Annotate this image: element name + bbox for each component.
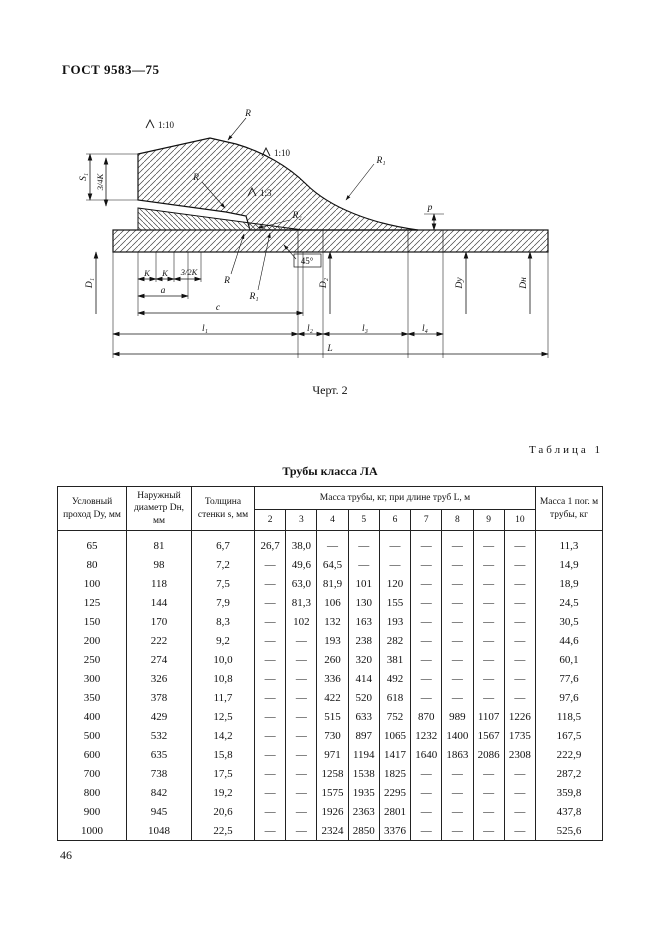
radius-top-label: R xyxy=(245,109,251,119)
table-cell: 14,2 xyxy=(192,726,255,745)
length-col-header: 7 xyxy=(411,510,442,531)
table-cell: 1935 xyxy=(348,783,379,802)
table-cell: 64,5 xyxy=(317,555,348,574)
table-cell: 320 xyxy=(348,650,379,669)
table-cell: — xyxy=(411,764,442,783)
table-cell: — xyxy=(255,764,286,783)
pipe-table-body xyxy=(58,531,603,841)
table-row xyxy=(58,745,603,764)
table-cell: 1048 xyxy=(127,821,192,841)
table-cell: 222 xyxy=(127,631,192,650)
length-col-header: 6 xyxy=(379,510,410,531)
taper-top-label: 1:10 xyxy=(158,120,175,130)
table-cell: — xyxy=(286,764,317,783)
col-header-mass-group: Масса трубы, кг, при длине труб L, м xyxy=(255,487,536,510)
table-cell: — xyxy=(255,669,286,688)
table-cell: 300 xyxy=(58,669,127,688)
table-cell: 77,6 xyxy=(536,669,603,688)
table-cell: — xyxy=(255,612,286,631)
table-cell: — xyxy=(504,631,535,650)
table-cell: — xyxy=(473,612,504,631)
table-cell: 97,6 xyxy=(536,688,603,707)
document-number: ГОСТ 9583—75 xyxy=(62,62,160,77)
dn-label: Dн xyxy=(519,277,529,289)
table-cell: — xyxy=(317,531,348,556)
angle-label: 45° xyxy=(300,256,314,266)
table-cell: 842 xyxy=(127,783,192,802)
table-row xyxy=(58,612,603,631)
table-cell: — xyxy=(255,574,286,593)
table-cell: — xyxy=(255,593,286,612)
table-cell: 2363 xyxy=(348,802,379,821)
table-row xyxy=(58,764,603,783)
table-cell: 193 xyxy=(317,631,348,650)
table-cell: 989 xyxy=(442,707,473,726)
table-cell: 6,7 xyxy=(192,531,255,556)
length-col-header: 10 xyxy=(504,510,535,531)
table-cell: — xyxy=(473,531,504,556)
table-cell: 118 xyxy=(127,574,192,593)
length-col-header: 9 xyxy=(473,510,504,531)
table-cell: 132 xyxy=(317,612,348,631)
table-row xyxy=(58,650,603,669)
table-cell: — xyxy=(411,650,442,669)
table-cell: 437,8 xyxy=(536,802,603,821)
table-cell: — xyxy=(286,726,317,745)
table-cell: 800 xyxy=(58,783,127,802)
table-cell: — xyxy=(504,783,535,802)
l1-label: l₁ xyxy=(202,324,208,334)
table-cell: 12,5 xyxy=(192,707,255,726)
taper-mid-label: 1:10 xyxy=(274,148,291,158)
table-row xyxy=(58,802,603,821)
table-cell: — xyxy=(473,631,504,650)
L-label: L xyxy=(327,344,333,354)
table-cell: — xyxy=(473,688,504,707)
table-cell: 492 xyxy=(379,669,410,688)
table-cell: — xyxy=(504,531,535,556)
table-header xyxy=(58,487,603,531)
table-cell: — xyxy=(286,745,317,764)
table-cell: 155 xyxy=(379,593,410,612)
table-cell: 44,6 xyxy=(536,631,603,650)
table-cell: — xyxy=(442,612,473,631)
table-cell: — xyxy=(442,821,473,841)
table-cell: 378 xyxy=(127,688,192,707)
table-cell: — xyxy=(473,764,504,783)
table-cell: — xyxy=(442,764,473,783)
du-label: Dу xyxy=(455,277,465,289)
table-cell: 618 xyxy=(379,688,410,707)
table-cell: — xyxy=(411,593,442,612)
col-header-mass-per-m: Масса 1 пог. м трубы, кг xyxy=(536,487,603,531)
figure-caption: Черт. 2 xyxy=(312,383,348,397)
table-cell: — xyxy=(255,650,286,669)
table-cell: — xyxy=(442,783,473,802)
table-cell: — xyxy=(504,650,535,669)
table-cell: — xyxy=(348,555,379,574)
length-col-header: 5 xyxy=(348,510,379,531)
table-cell: 144 xyxy=(127,593,192,612)
table-cell: 1926 xyxy=(317,802,348,821)
figure-drawing xyxy=(78,102,598,402)
table-row xyxy=(58,574,603,593)
table-cell: — xyxy=(411,612,442,631)
table-cell: 98 xyxy=(127,555,192,574)
table-cell: 635 xyxy=(127,745,192,764)
table-row xyxy=(58,726,603,745)
table-cell: 10,8 xyxy=(192,669,255,688)
table-cell: — xyxy=(473,802,504,821)
table-row xyxy=(58,593,603,612)
length-col-header: 8 xyxy=(442,510,473,531)
table-cell: — xyxy=(504,555,535,574)
table-cell: — xyxy=(442,531,473,556)
table-cell: 10,0 xyxy=(192,650,255,669)
table-cell: — xyxy=(255,688,286,707)
table-cell: 22,5 xyxy=(192,821,255,841)
table-cell: — xyxy=(379,555,410,574)
table-title: Трубы класса ЛА xyxy=(282,464,378,478)
table-cell: — xyxy=(473,669,504,688)
table-cell: — xyxy=(255,631,286,650)
table-cell: — xyxy=(411,783,442,802)
table-cell: 222,9 xyxy=(536,745,603,764)
table-cell: 14,9 xyxy=(536,555,603,574)
col-header-du: Условный проход Dу, мм xyxy=(58,487,127,531)
table-cell: 7,5 xyxy=(192,574,255,593)
k34-label: 3/4K xyxy=(95,173,105,191)
table-cell: 525,6 xyxy=(536,821,603,841)
table-cell: 532 xyxy=(127,726,192,745)
d1-label: D₁ xyxy=(85,277,95,289)
table-cell: 282 xyxy=(379,631,410,650)
table-cell: 118,5 xyxy=(536,707,603,726)
radius-inner-label: R xyxy=(193,173,199,183)
table-cell: 7,9 xyxy=(192,593,255,612)
table-cell: 238 xyxy=(348,631,379,650)
table-cell: 120 xyxy=(379,574,410,593)
table-cell: 945 xyxy=(127,802,192,821)
table-cell: 520 xyxy=(348,688,379,707)
table-cell: 2324 xyxy=(317,821,348,841)
table-cell: 8,3 xyxy=(192,612,255,631)
table-label: Таблица 1 xyxy=(528,444,603,456)
length-col-header: 3 xyxy=(286,510,317,531)
table-cell: — xyxy=(411,531,442,556)
table-cell: — xyxy=(504,821,535,841)
table-cell: — xyxy=(504,669,535,688)
table-cell: 971 xyxy=(317,745,348,764)
table-cell: 1575 xyxy=(317,783,348,802)
table-cell: — xyxy=(255,745,286,764)
table-cell: — xyxy=(473,555,504,574)
table-cell: 63,0 xyxy=(286,574,317,593)
radius1-top-label: R₁ xyxy=(376,156,386,166)
table-cell: 250 xyxy=(58,650,127,669)
k1-label: K xyxy=(144,268,150,278)
table-cell: 1000 xyxy=(58,821,127,841)
table-cell: — xyxy=(411,688,442,707)
table-cell: 738 xyxy=(127,764,192,783)
table-cell: 287,2 xyxy=(536,764,603,783)
table-cell: — xyxy=(504,802,535,821)
table-cell: 633 xyxy=(348,707,379,726)
table-cell: — xyxy=(411,574,442,593)
table-cell: 1538 xyxy=(348,764,379,783)
table-cell: 38,0 xyxy=(286,531,317,556)
table-cell: — xyxy=(255,821,286,841)
table-cell: 170 xyxy=(127,612,192,631)
table-cell: 65 xyxy=(58,531,127,556)
table-cell: 274 xyxy=(127,650,192,669)
table-cell: — xyxy=(504,574,535,593)
table-cell: 2850 xyxy=(348,821,379,841)
table-cell: — xyxy=(473,574,504,593)
table-cell: 81 xyxy=(127,531,192,556)
table-cell: 80 xyxy=(58,555,127,574)
table-row xyxy=(58,821,603,841)
table-row xyxy=(58,531,603,556)
table-cell: — xyxy=(442,650,473,669)
l4-label: l₄ xyxy=(422,324,428,334)
d2-label: D₂ xyxy=(319,277,329,289)
table-cell: — xyxy=(442,555,473,574)
table-cell: 350 xyxy=(58,688,127,707)
table-cell: — xyxy=(411,669,442,688)
pipe-mass-table xyxy=(57,486,603,841)
table-cell: 81,3 xyxy=(286,593,317,612)
table-cell: — xyxy=(442,593,473,612)
table-cell: 1194 xyxy=(348,745,379,764)
table-cell: 260 xyxy=(317,650,348,669)
table-cell: 3376 xyxy=(379,821,410,841)
table-cell: 150 xyxy=(58,612,127,631)
table-cell: 1065 xyxy=(379,726,410,745)
length-col-header: 2 xyxy=(255,510,286,531)
table-cell: 1107 xyxy=(473,707,504,726)
table-cell: — xyxy=(286,650,317,669)
table-cell: 101 xyxy=(348,574,379,593)
k32-label: 3/2K xyxy=(180,267,198,277)
table-cell: — xyxy=(504,764,535,783)
table-cell: — xyxy=(255,802,286,821)
table-cell: 163 xyxy=(348,612,379,631)
table-cell: 130 xyxy=(348,593,379,612)
table-cell: — xyxy=(286,802,317,821)
table-cell: 429 xyxy=(127,707,192,726)
table-cell: 9,2 xyxy=(192,631,255,650)
table-cell: — xyxy=(442,688,473,707)
col-header-s: Толщина стенки s, мм xyxy=(192,487,255,531)
k2-label: K xyxy=(162,268,168,278)
table-cell: 11,7 xyxy=(192,688,255,707)
table-cell: 20,6 xyxy=(192,802,255,821)
table-cell: 2308 xyxy=(504,745,535,764)
table-cell: 1232 xyxy=(411,726,442,745)
table-cell: — xyxy=(442,669,473,688)
radius1-lower-label: R₁ xyxy=(249,292,259,302)
table-cell: 1567 xyxy=(473,726,504,745)
table-cell: 81,9 xyxy=(317,574,348,593)
table-cell: 7,2 xyxy=(192,555,255,574)
table-cell: 30,5 xyxy=(536,612,603,631)
table-cell: 600 xyxy=(58,745,127,764)
table-cell: — xyxy=(411,555,442,574)
table-cell: 1258 xyxy=(317,764,348,783)
table-cell: 1640 xyxy=(411,745,442,764)
table-cell: — xyxy=(442,574,473,593)
table-cell: — xyxy=(473,821,504,841)
table-cell: — xyxy=(504,612,535,631)
table-cell: — xyxy=(286,688,317,707)
table-cell: — xyxy=(286,669,317,688)
table-cell: — xyxy=(255,783,286,802)
table-cell: — xyxy=(473,783,504,802)
table-cell: — xyxy=(411,802,442,821)
table-cell: — xyxy=(286,821,317,841)
table-cell: — xyxy=(473,650,504,669)
table-cell: — xyxy=(255,555,286,574)
table-cell: 193 xyxy=(379,612,410,631)
table-cell: 2801 xyxy=(379,802,410,821)
table-cell: 24,5 xyxy=(536,593,603,612)
table-cell: 897 xyxy=(348,726,379,745)
table-row xyxy=(58,669,603,688)
table-cell: 515 xyxy=(317,707,348,726)
table-cell: 700 xyxy=(58,764,127,783)
table-cell: 106 xyxy=(317,593,348,612)
table-row xyxy=(58,688,603,707)
table-cell: — xyxy=(411,631,442,650)
table-cell: — xyxy=(348,531,379,556)
table-cell: 102 xyxy=(286,612,317,631)
table-cell: 100 xyxy=(58,574,127,593)
table-cell: 422 xyxy=(317,688,348,707)
table-cell: 49,6 xyxy=(286,555,317,574)
table-cell: 1417 xyxy=(379,745,410,764)
page-number: 46 xyxy=(60,848,72,862)
table-cell: 414 xyxy=(348,669,379,688)
radius-lower-label: R xyxy=(224,276,230,286)
pipe-wall-section xyxy=(113,230,548,252)
table-cell: — xyxy=(473,593,504,612)
figure xyxy=(78,102,598,407)
table-cell: 400 xyxy=(58,707,127,726)
table-cell: — xyxy=(255,726,286,745)
a-label: a xyxy=(160,286,166,296)
table-cell: 11,3 xyxy=(536,531,603,556)
table-cell: — xyxy=(411,821,442,841)
table-cell: — xyxy=(286,631,317,650)
table-cell: 167,5 xyxy=(536,726,603,745)
table-cell: 17,5 xyxy=(192,764,255,783)
table-cell: 900 xyxy=(58,802,127,821)
table-cell: 60,1 xyxy=(536,650,603,669)
c-label: c xyxy=(215,303,221,313)
table-cell: — xyxy=(442,631,473,650)
table-cell: 752 xyxy=(379,707,410,726)
table-cell: 2086 xyxy=(473,745,504,764)
table-cell: — xyxy=(286,707,317,726)
table-cell: — xyxy=(442,802,473,821)
table-row xyxy=(58,783,603,802)
table-cell: 19,2 xyxy=(192,783,255,802)
table-cell: — xyxy=(255,707,286,726)
table-cell: 26,7 xyxy=(255,531,286,556)
col-header-dn: Наружный диаметр Dн, мм xyxy=(127,487,192,531)
table-cell: 500 xyxy=(58,726,127,745)
table-row xyxy=(58,555,603,574)
table-cell: 1735 xyxy=(504,726,535,745)
radius2-label: R₂ xyxy=(292,211,302,221)
table-cell: 2295 xyxy=(379,783,410,802)
table-cell: 125 xyxy=(58,593,127,612)
table-cell: 730 xyxy=(317,726,348,745)
table-row xyxy=(58,631,603,650)
l3-label: l₃ xyxy=(362,324,368,334)
table-cell: — xyxy=(504,593,535,612)
table-cell: 336 xyxy=(317,669,348,688)
table-cell: 870 xyxy=(411,707,442,726)
length-col-header: 4 xyxy=(317,510,348,531)
table-cell: 1825 xyxy=(379,764,410,783)
table-row xyxy=(58,707,603,726)
p-dimension-label: p xyxy=(427,203,433,213)
table-cell: 200 xyxy=(58,631,127,650)
l2-label: l₂ xyxy=(307,324,313,334)
table-cell: — xyxy=(286,783,317,802)
table-cell: 15,8 xyxy=(192,745,255,764)
taper-groove-label: 1:3 xyxy=(260,188,272,198)
table-cell: 326 xyxy=(127,669,192,688)
table-cell: 381 xyxy=(379,650,410,669)
s1-label: S₁ xyxy=(79,172,89,182)
table-cell: 1400 xyxy=(442,726,473,745)
table-cell: 18,9 xyxy=(536,574,603,593)
table-cell: — xyxy=(379,531,410,556)
table-cell: 1226 xyxy=(504,707,535,726)
table-cell: 1863 xyxy=(442,745,473,764)
table-cell: — xyxy=(504,688,535,707)
table-cell: 359,8 xyxy=(536,783,603,802)
